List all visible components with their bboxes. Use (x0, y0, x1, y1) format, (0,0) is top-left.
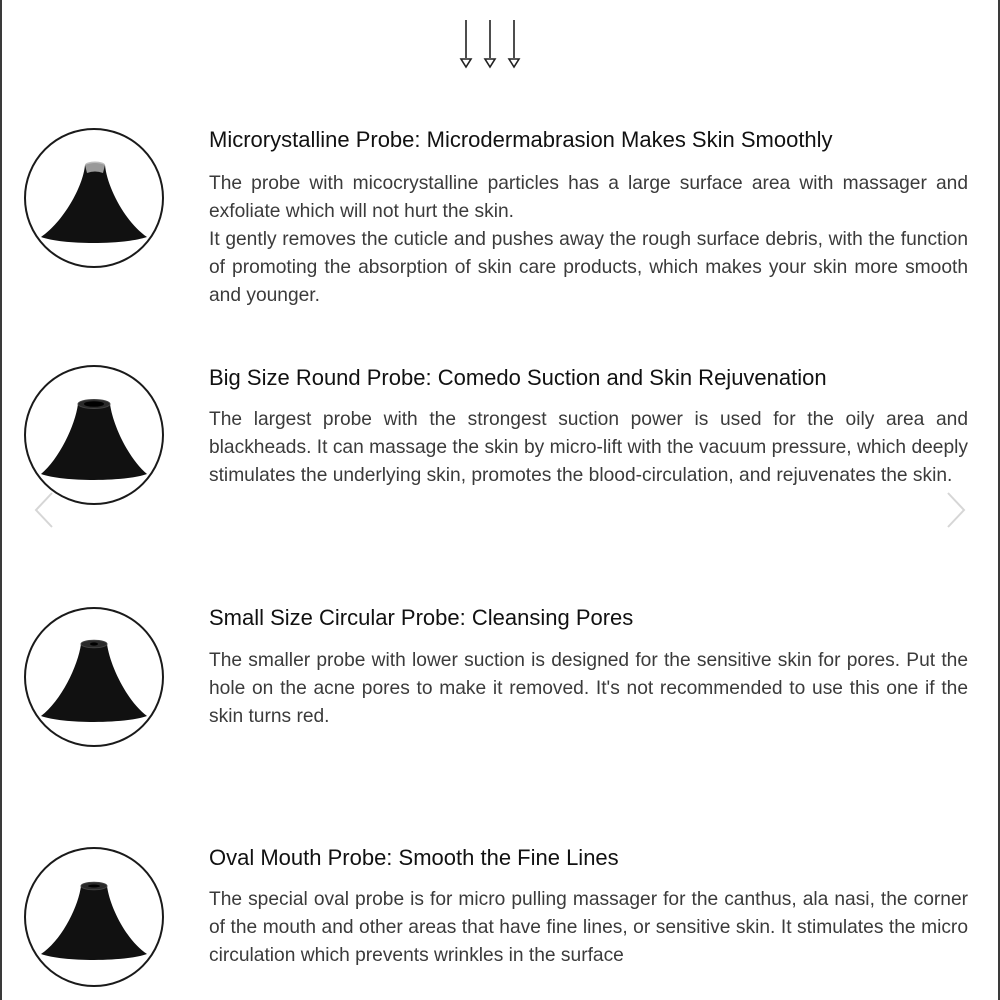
probe-title: Microrystalline Probe: Microdermabrasion Makes Skin Smoothly (209, 127, 833, 152)
probe-title: Big Size Round Probe: Comedo Suction and Skin Rejuvenation (209, 365, 827, 390)
probe-paragraph: It gently removes the cuticle and pushes away the rough surface debris, with the function of promoting the absorption of skin care products, which makes your skin more smooth and younger. (209, 229, 968, 306)
left-border (0, 0, 2, 1000)
oval-mouth-probe-icon (23, 846, 165, 988)
chevron-right-icon[interactable] (944, 490, 968, 530)
probe-paragraph: The special oval probe is for micro pulling massager for the canthus, ala nasi, the corner of the mouth and other areas that have fine lines, or sensitive skin. It stimulates the micro circulation which prevents wrinkles in the surface (209, 889, 968, 966)
probe-description (209, 886, 968, 970)
probe-title: Small Size Circular Probe: Cleansing Pores (209, 605, 634, 630)
probe-description (209, 406, 968, 490)
probe-paragraph: The smaller probe with lower suction is designed for the sensitive skin for pores. Put the hole on the acne pores to make it removed. It's not recommended to use this one if the skin turns red. (209, 650, 968, 727)
small-circular-probe-icon (23, 606, 165, 748)
probe-description (209, 170, 968, 310)
probe-description (209, 647, 968, 731)
probe-paragraph: The largest probe with the strongest suction power is used for the oily area and blackheads. It can massage the skin by micro-lift with the vacuum pressure, which deeply stimulates the underlying skin, promotes the blood-circulation, and rejuvenates the skin. (209, 409, 968, 486)
probe-title: Oval Mouth Probe: Smooth the Fine Lines (209, 845, 619, 870)
microcrystalline-probe-icon (23, 127, 165, 269)
big-round-probe-icon (23, 364, 165, 506)
down-arrows-icon (455, 18, 525, 74)
probe-paragraph: The probe with micocrystalline particles has a large surface area with massager and exfoliate which will not hurt the skin. (209, 173, 968, 222)
